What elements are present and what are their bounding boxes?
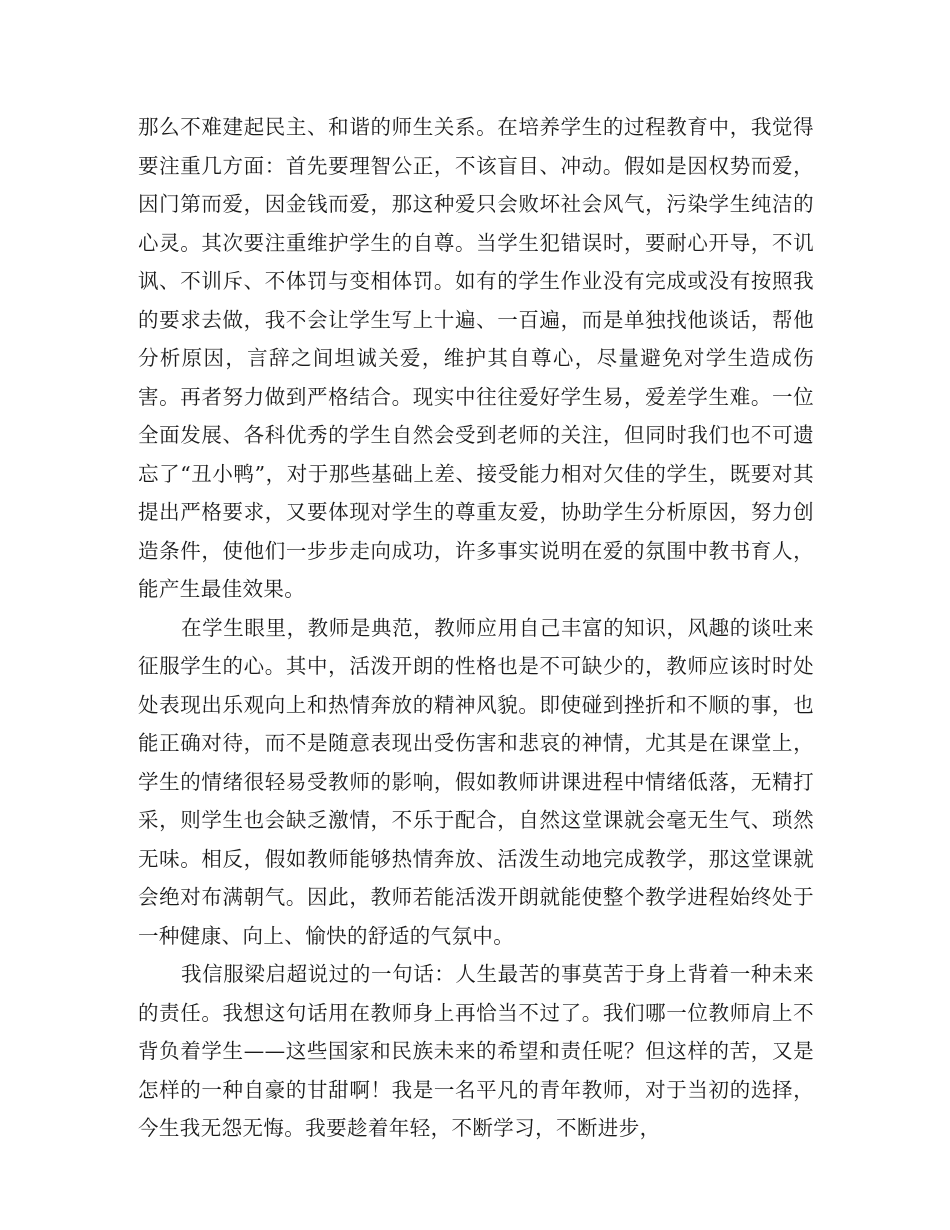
paragraph-1: 那么不难建起民主、和谐的师生关系。在培养学生的过程教育中，我觉得要注重几方面：首先要理智公正，不该盲目、冲动。假如是因权势而爱，因门第而爱，因金钱而爱，那这种爱只会败坏社会风气，污染学生纯洁的心灵。其次要注重维护学生的自尊。当学生犯错误时，要耐心开导，不讥讽、不训斥、不体罚与变相体罚。如有的学生作业没有完成或没有按照我的要求去做，我不会让学生写上十遍、一百遍，而是单独找他谈话，帮他分析原因，言辞之间坦诚关爱，维护其自尊心，尽量避免对学生造成伤害。再者努力做到严格结合。现实中往往爱好学生易，爱差学生难。一位全面发展、各科优秀的学生自然会受到老师的关注，但同时我们也不可遗忘了“丑小鸭”，对于那些基础上差、接受能力相对欠佳的学生，既要对其提出严格要求，又要体现对学生的尊重友爱，协助学生分析原因，努力创造条件，使他们一步步走向成功，许多事实说明在爱的氛围中教书育人，能产生最佳效果。 [138,115,814,601]
body-text [138,108,814,1148]
paragraph-2: 在学生眼里，教师是典范，教师应用自己丰富的知识，风趣的谈吐来征服学生的心。其中，活泼开朗的性格也是不可缺少的，教师应该时时处处表现出乐观向上和热情奔放的精神风貌。即使碰到挫折和不顺的事，也能正确对待，而不是随意表现出受伤害和悲哀的神情，尤其是在课堂上，学生的情绪很轻易受教师的影响，假如教师讲课进程中情绪低落，无精打采，则学生也会缺乏激情，不乐于配合，自然这堂课就会毫无生气、琐然无味。相反，假如教师能够热情奔放、活泼生动地完成教学，那这堂课就会绝对布满朝气。因此，教师若能活泼开朗就能使整个教学进程始终处于一种健康、向上、愉快的舒适的气氛中。 [138,615,814,948]
paragraph-3: 我信服梁启超说过的一句话：人生最苦的事莫苦于身上背着一种未来的责任。我想这句话用在教师身上再恰当不过了。我们哪一位教师肩上不背负着学生——这些国家和民族未来的希望和责任呢？但这样的苦，又是怎样的一种自豪的甘甜啊！我是一名平凡的青年教师，对于当初的选择，今生我无怨无悔。我要趁着年轻，不断学习，不断进步， [138,962,814,1140]
